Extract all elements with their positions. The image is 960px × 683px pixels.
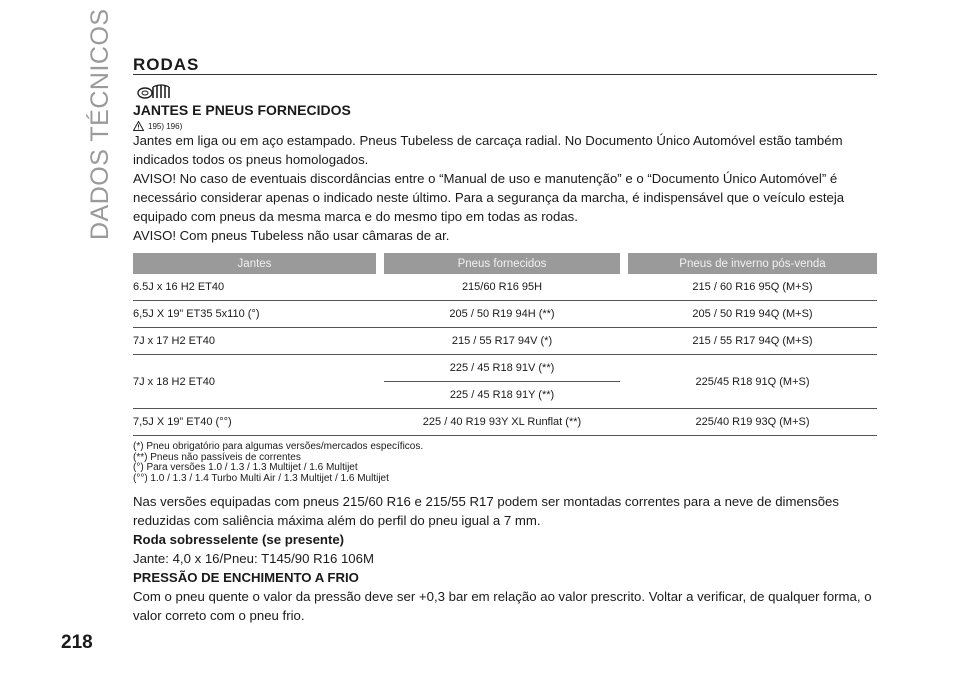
- pressure-text-line2: valor correto com o pneu frio.: [133, 608, 305, 623]
- para2-line2: necessário considerar apenas o indicado neste último. Para a segurança da marcha, é indispensável que o veículo esteja: [133, 190, 845, 205]
- page-number: 218: [61, 632, 93, 653]
- intro-paragraph: [133, 131, 883, 245]
- table-cell: 7,5J X 19” ET40 (°°): [133, 409, 376, 436]
- para1-line2: indicados todos os pneus homologados.: [133, 152, 369, 167]
- table-row: [133, 409, 877, 436]
- table-cell: 225 / 45 R18 91Y (**): [384, 382, 620, 409]
- section-subheading: JANTES E PNEUS FORNECIDOS: [133, 102, 351, 118]
- para4-line1: Nas versões equipadas com pneus 215/60 R16 e 215/55 R17 podem ser montadas correntes para a neve de dimensões: [133, 494, 839, 509]
- table-cell: 7J x 17 H2 ET40: [133, 328, 376, 355]
- pressure-heading: PRESSÃO DE ENCHIMENTO A FRIO: [133, 570, 359, 585]
- section-side-title: DADOS TÉCNICOS: [86, 8, 114, 240]
- table-row: [133, 355, 877, 382]
- table-cell: 205 / 50 R19 94H (**): [384, 301, 620, 328]
- table-cell: 7J x 18 H2 ET40: [133, 355, 376, 409]
- warning-refs-text: 195) 196): [148, 121, 183, 131]
- spare-wheel-heading: Roda sobresselente (se presente): [133, 532, 345, 547]
- table-cell: 225 / 45 R18 91V (**): [384, 355, 620, 382]
- heading-rule: [133, 74, 877, 75]
- col-header-jantes: Jantes: [133, 253, 376, 274]
- table-cell: 225/45 R18 91Q (M+S): [628, 355, 877, 409]
- para2-line3: equipado com pneus da mesma marca e do mesmo tipo em todas as rodas.: [133, 209, 578, 224]
- table-cell: 215 / 55 R17 94V (*): [384, 328, 620, 355]
- pressure-text-line1: Com o pneu quente o valor da pressão deve ser +0,3 bar em relação ao valor prescrito. Voltar a verificar, de qualquer forma, o: [133, 589, 872, 604]
- wheels-table: [133, 253, 877, 436]
- table-cell: 215 / 60 R16 95Q (M+S): [628, 274, 877, 301]
- table-row: [133, 274, 877, 301]
- para2-line1: AVISO! No caso de eventuais discordâncias entre o “Manual de uso e manutenção” e o “Documento Único Automóvel” é: [133, 171, 838, 186]
- table-cell: 215/60 R16 95H: [384, 274, 620, 301]
- para4-line2: reduzidas com saliência máxima além do perfil do pneu igual a 7 mm.: [133, 513, 541, 528]
- footnote: (*) Pneu obrigatório para algumas versões/mercados específicos.: [133, 441, 424, 452]
- table-footnotes: [133, 442, 423, 484]
- footnote: (°) Para versões 1.0 / 1.3 / 1.3 Multijet / 1.6 Multijet: [133, 462, 358, 473]
- body-text-lower: [133, 492, 883, 625]
- table-cell: 6,5J X 19” ET35 5x110 (°): [133, 301, 376, 328]
- footnote: (°°) 1.0 / 1.3 / 1.4 Turbo Multi Air / 1.3 Multijet / 1.6 Multijet: [133, 472, 389, 484]
- table-cell: 6.5J x 16 H2 ET40: [133, 274, 376, 301]
- para3: AVISO! Com pneus Tubeless não usar câmaras de ar.: [133, 228, 450, 243]
- col-header-pneus: Pneus fornecidos: [384, 253, 620, 274]
- table-cell: 225/40 R19 93Q (M+S): [628, 409, 877, 436]
- col-header-inverno: Pneus de inverno pós-venda: [628, 253, 877, 274]
- table-cell: 215 / 55 R17 94Q (M+S): [628, 328, 877, 355]
- warning-triangle-icon: [133, 121, 144, 131]
- table-cell: 225 / 40 R19 93Y XL Runflat (**): [384, 409, 620, 436]
- footnote: (**) Pneus não passíveis de correntes: [133, 451, 301, 463]
- warning-references: [133, 121, 182, 131]
- page-heading: RODAS: [133, 55, 200, 74]
- tire-icon: [136, 84, 176, 100]
- table-row: [133, 328, 877, 355]
- table-row: [133, 301, 877, 328]
- table-cell: 205 / 50 R19 94Q (M+S): [628, 301, 877, 328]
- para1-line1: Jantes em liga ou em aço estampado. Pneus Tubeless de carcaça radial. No Documento Único Automóvel estão também: [133, 133, 843, 148]
- spare-wheel-text: Jante: 4,0 x 16/Pneu: T145/90 R16 106M: [133, 551, 374, 566]
